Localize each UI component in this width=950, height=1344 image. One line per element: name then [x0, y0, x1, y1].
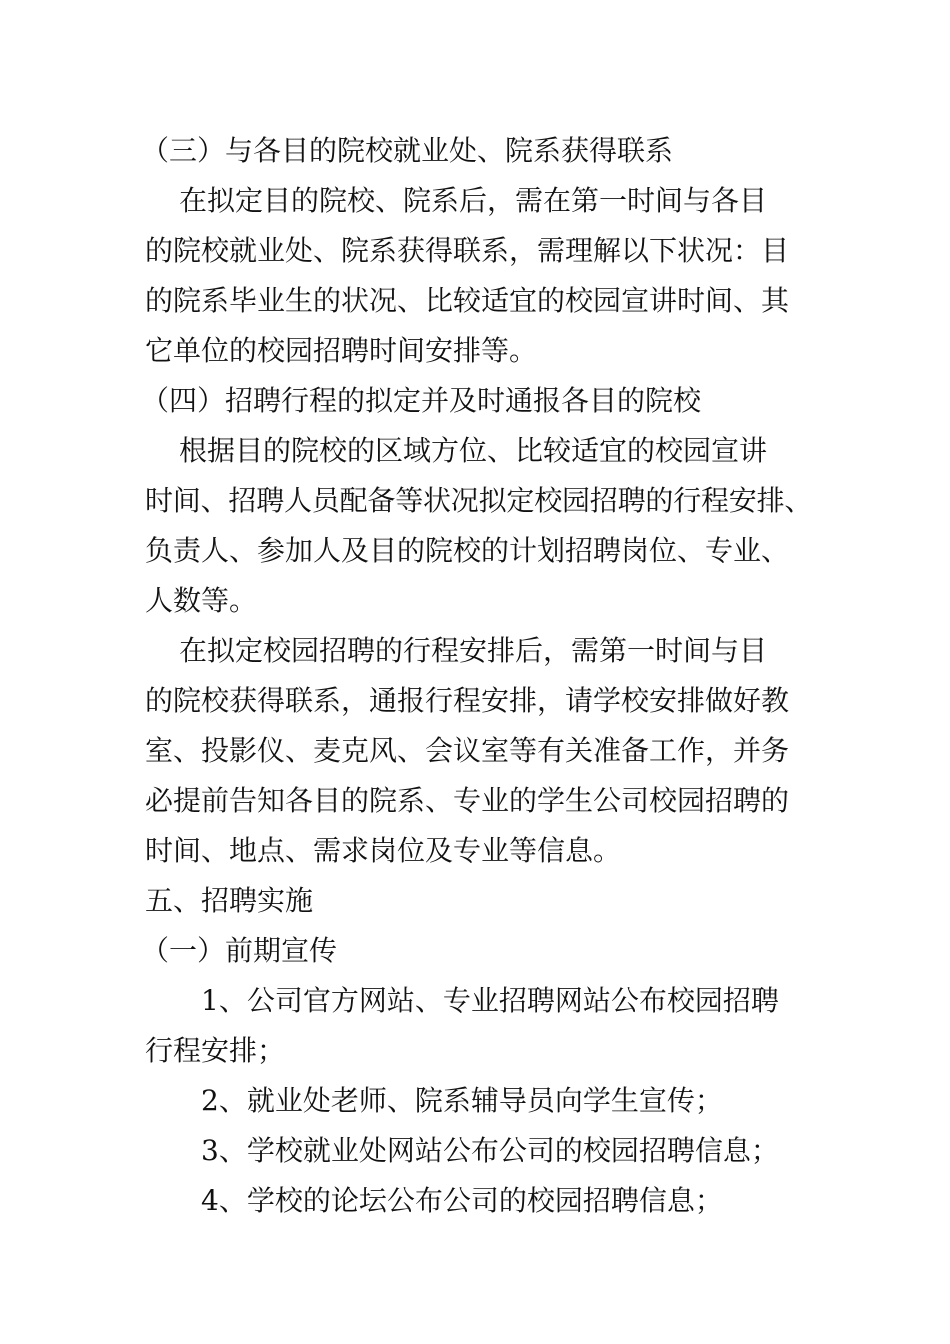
chapter-heading-5: 五、招聘实施 [145, 884, 314, 917]
list-item-continuation: 行程安排； [145, 1034, 286, 1067]
paragraph-line: 在拟定目的院校、院系后，需在第一时间与各目 [179, 184, 768, 217]
section-heading-4: （四）招聘行程的拟定并及时通报各目的院校 [141, 384, 702, 417]
paragraph-line: 室、投影仪、麦克风、会议室等有关准备工作，并务 [145, 734, 790, 767]
paragraph-line: 的院校获得联系，通报行程安排，请学校安排做好教 [145, 684, 790, 717]
paragraph-line: 的院系毕业生的状况、比较适宜的校园宣讲时间、其 [145, 284, 790, 317]
document-body [141, 126, 825, 1226]
section-heading-3: （三）与各目的院校就业处、院系获得联系 [141, 134, 674, 167]
paragraph-line: 时间、招聘人员配备等状况拟定校园招聘的行程安排、 [145, 484, 813, 517]
list-item: 4、学校的论坛公布公司的校园招聘信息； [201, 1184, 723, 1217]
paragraph-line: 必提前告知各目的院系、专业的学生公司校园招聘的 [145, 784, 790, 817]
list-item: 1、公司官方网站、专业招聘网站公布校园招聘 [201, 984, 779, 1017]
paragraph-line: 它单位的校园招聘时间安排等。 [145, 334, 538, 367]
list-item: 3、学校就业处网站公布公司的校园招聘信息； [201, 1134, 779, 1167]
section-heading-1: （一）前期宣传 [141, 934, 338, 967]
paragraph-line: 负责人、参加人及目的院校的计划招聘岗位、专业、 [145, 534, 790, 567]
list-item: 2、就业处老师、院系辅导员向学生宣传； [201, 1084, 723, 1117]
paragraph-line: 在拟定校园招聘的行程安排后，需第一时间与目 [179, 634, 768, 667]
paragraph-line: 的院校就业处、院系获得联系，需理解以下状况：目 [145, 234, 790, 267]
paragraph-line: 时间、地点、需求岗位及专业等信息。 [145, 834, 622, 867]
paragraph-line: 根据目的院校的区域方位、比较适宜的校园宣讲 [179, 434, 768, 467]
paragraph-line: 人数等。 [145, 584, 258, 617]
